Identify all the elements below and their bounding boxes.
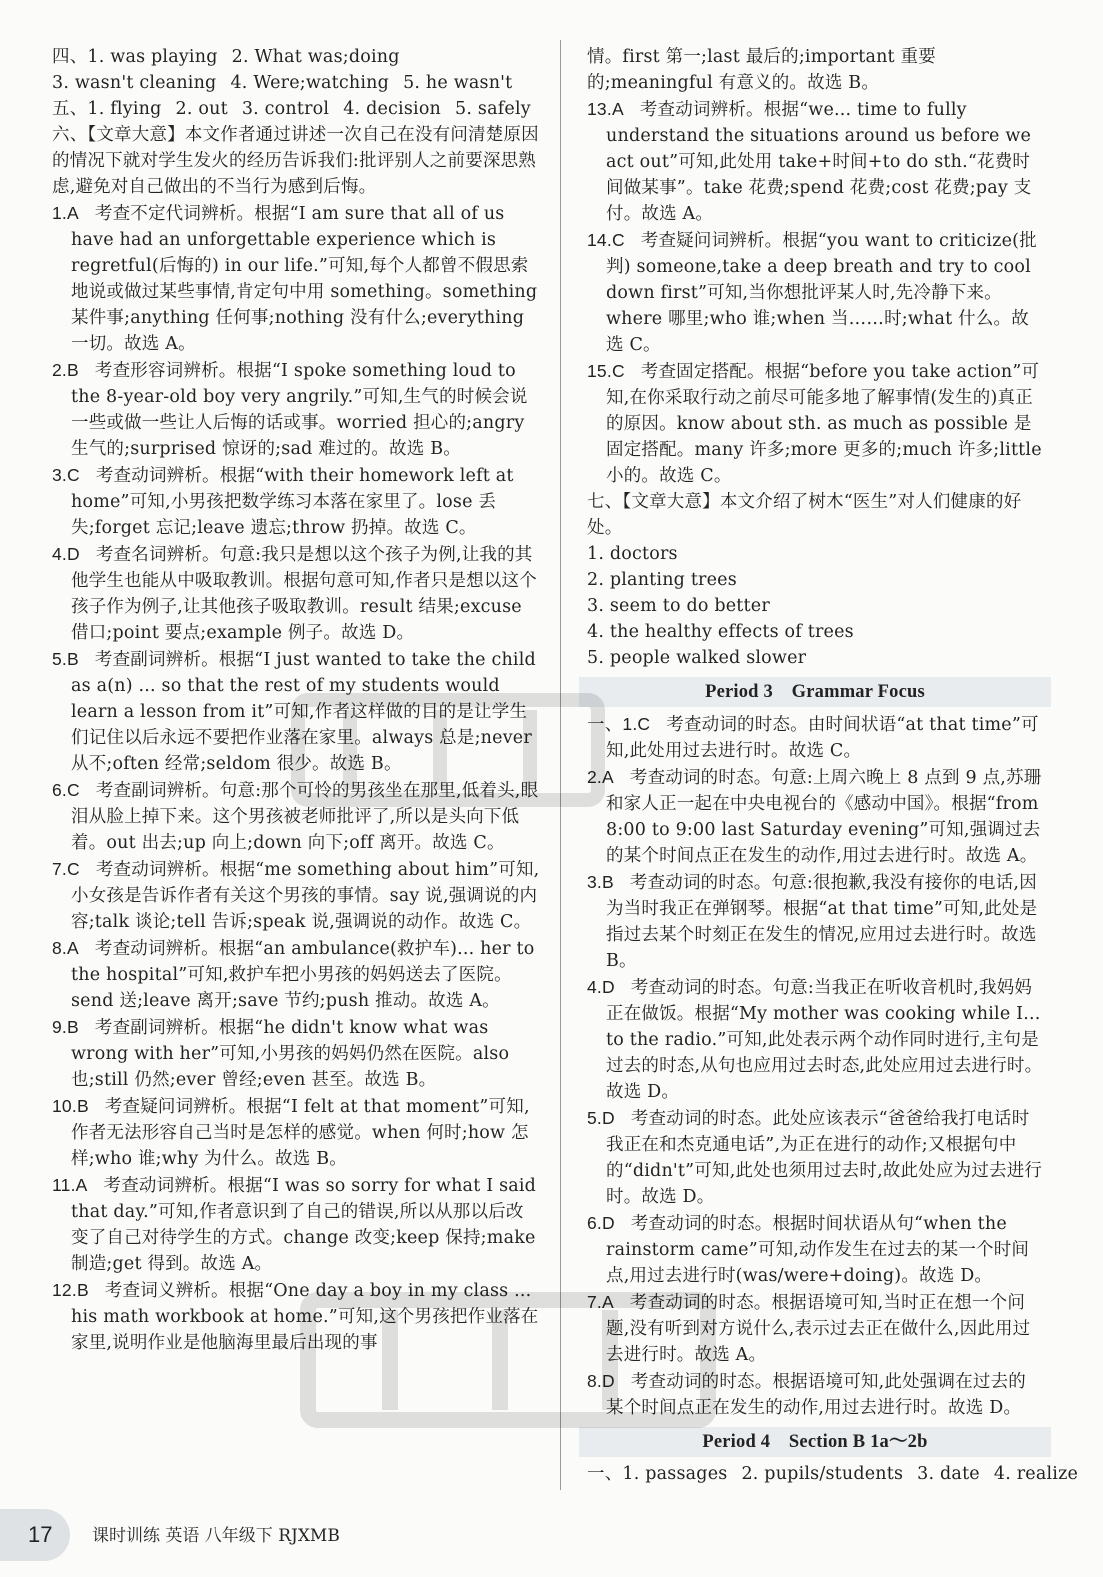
period-heading: Period 3 Grammar Focus bbox=[579, 677, 1051, 707]
question-explanation bbox=[587, 1105, 1043, 1210]
answer-letter: D bbox=[602, 1371, 615, 1391]
question-number: 4. bbox=[587, 977, 602, 997]
question-explanation bbox=[587, 764, 1043, 869]
explanation-text: 考查动词的时态。句意:很抱歉,我没有接你的电话,因为当时我正在弹钢琴。根据“at that time”可知,此处是指过去某个时刻正在发生的情况,应用过去进行时。故选 B。 bbox=[606, 873, 1038, 971]
answer-letter: D bbox=[602, 977, 615, 997]
answer-part: 4. realize bbox=[993, 1464, 1079, 1484]
answer-letter: B bbox=[67, 1017, 79, 1037]
question-number: 11. bbox=[52, 1175, 76, 1195]
question-number: 10. bbox=[52, 1096, 77, 1116]
text-paragraph: 4. the healthy effects of trees bbox=[587, 622, 854, 642]
explanation-text: 考查动词辨析。根据“I was so sorry for what I said that day.”可知,作者意识到了自己的错误,所以从那以后改变了自己对待学生的方式。change 改变;keep 保持;make 制造;get 得到。故选 A。 bbox=[71, 1176, 537, 1274]
question-explanation bbox=[52, 646, 540, 777]
question-explanation bbox=[587, 869, 1043, 974]
answer-letter: A bbox=[67, 938, 79, 958]
question-number: 4. bbox=[52, 544, 67, 564]
question-number: 6. bbox=[52, 780, 67, 800]
answer-part: 一、1. passages bbox=[587, 1464, 728, 1484]
answer-letter: C bbox=[611, 230, 625, 250]
explanation-text: 考查固定搭配。根据“before you take action”可知,在你采取行动之前尽可能多地了解事情(发生的)真正的原因。know about sth. as much as possible 是固定搭配。many 许多;more 更多的;much 许多;little 小的。故选 C。 bbox=[606, 362, 1042, 486]
answer-part: 5. safely bbox=[455, 99, 531, 119]
answer-part: 5. he wasn't bbox=[403, 73, 513, 93]
question-number: 14. bbox=[587, 230, 612, 250]
answer-part: 四、1. was playing bbox=[52, 47, 218, 67]
explanation-text: 考查动词的时态。句意:当我正在听收音机时,我妈妈正在做饭。根据“My mother was cooking while I... to the radio.”可知,此处表示两个动作同时进行,主句是过去的时态,从句也应用过去时态,此处应用过去进行时。故选 D。 bbox=[606, 978, 1043, 1102]
answer-letter: A bbox=[611, 99, 624, 119]
answer-letter: D bbox=[602, 1108, 615, 1128]
question-explanation bbox=[52, 856, 540, 935]
question-number: 13. bbox=[587, 99, 612, 119]
explanation-text: 考查副词辨析。根据“he didn't know what was wrong with her”可知,小男孩的妈妈仍然在医院。also 也;still 仍然;ever 曾经;even 甚至。故选 B。 bbox=[71, 1018, 510, 1090]
question-explanation bbox=[52, 1014, 540, 1093]
question-explanation bbox=[587, 358, 1043, 489]
answer-row bbox=[52, 44, 540, 70]
answer-part: 2. What was;doing bbox=[231, 47, 400, 67]
column-divider bbox=[560, 40, 561, 1490]
answer-letter: B bbox=[67, 649, 79, 669]
explanation-text: 考查动词的时态。由时间状语“at that time”可知,此处用过去进行时。故选 C。 bbox=[606, 715, 1039, 761]
explanation-text: 考查动词辨析。根据“we... time to fully understand the situations around us before we act out”可知,此处用 take+时间+to do sth.“花费时间做某事”。take 花费;spend 花费;cost 花费;pay 支付。故选 A。 bbox=[606, 100, 1032, 224]
question-explanation bbox=[52, 200, 540, 357]
page-number: 17 bbox=[0, 1509, 70, 1561]
answer-part: 3. wasn't cleaning bbox=[52, 73, 217, 93]
explanation-text: 考查动词辨析。根据“me something about him”可知,小女孩是告诉作者有关这个男孩的事情。say 说,强调说的内容;talk 谈论;tell 告诉;speak 说,强调说的动作。故选 C。 bbox=[71, 860, 540, 932]
question-number: 7. bbox=[52, 859, 67, 879]
question-number: 15. bbox=[587, 361, 612, 381]
answer-row bbox=[52, 70, 540, 96]
answer-letter: D bbox=[67, 544, 80, 564]
question-explanation bbox=[587, 227, 1043, 358]
question-number: 5. bbox=[52, 649, 67, 669]
explanation-text: 考查动词的时态。此处应该表示“爸爸给我打电话时我正在和杰克通电话”,为正在进行的动作;又根据句中的“didn't”可知,此处也须用过去时,故此处应为过去进行时。故选 D。 bbox=[606, 1109, 1043, 1207]
explanation-text: 考查词义辨析。根据“One day a boy in my class ... his math workbook at home.”可知,这个男孩把作业落在家里,说明作业是他脑海里最后出现的事 bbox=[71, 1281, 539, 1353]
right-column bbox=[587, 44, 1079, 1487]
question-number: 一、1. bbox=[587, 714, 638, 734]
question-number: 1. bbox=[52, 203, 67, 223]
question-explanation bbox=[587, 96, 1043, 227]
explanation-text: 考查名词辨析。句意:我只是想以这个孩子为例,让我的其他学生也能从中吸取教训。根据句意可知,作者只是想以这个孩子作为例子,让其他孩子吸取教训。result 结果;excuse 借口;point 要点;example 例子。故选 D。 bbox=[71, 545, 537, 643]
text-paragraph: 3. seem to do better bbox=[587, 596, 770, 616]
question-explanation bbox=[587, 974, 1043, 1105]
page-footer bbox=[0, 1509, 600, 1561]
question-number: 8. bbox=[52, 938, 67, 958]
answer-letter: A bbox=[75, 1175, 88, 1195]
question-number: 3. bbox=[52, 465, 67, 485]
answer-letter: D bbox=[602, 1213, 615, 1233]
question-explanation bbox=[52, 777, 540, 856]
question-explanation bbox=[587, 1368, 1043, 1421]
answer-part: 五、1. flying bbox=[52, 99, 162, 119]
explanation-text: 考查动词的时态。根据语境可知,此处强调在过去的某个时间点正在发生的动作,用过去进行时。故选 D。 bbox=[606, 1372, 1027, 1418]
explanation-text: 考查动词的时态。根据时间状语从句“when the rainstorm came”可知,动作发生在过去的某一个时间点,用过去进行时(was/were+doing)。故选 D。 bbox=[606, 1214, 1030, 1286]
explanation-text: 考查动词的时态。句意:上周六晚上 8 点到 9 点,苏珊和家人正一起在中央电视台的《感动中国》。根据“from 8:00 to 9:00 last Saturday evening”可知,强调过去的某个时间点正在发生的动作,用过去进行时。故选 A。 bbox=[606, 768, 1042, 866]
explanation-text: 考查副词辨析。根据“I just wanted to take the child as a(n) ... so that the rest of my students would learn a lesson from it”可知,作者这样做的目的是让学生们记住以后永远不要把作业落在家里。always 总是;never 从不;often 经常;seldom 很少。故选 B。 bbox=[71, 650, 536, 774]
question-explanation bbox=[587, 711, 1043, 764]
answer-part: 4. decision bbox=[343, 99, 442, 119]
question-number: 8. bbox=[587, 1371, 602, 1391]
answer-part: 2. pupils/students bbox=[741, 1464, 904, 1484]
explanation-text: 考查形容词辨析。根据“I spoke something loud to the 8-year-old boy very angrily.”可知,生气的时候会说一些或做一些让人后悔的话或事。worried 担心的;angry 生气的;surprised 惊讶的;sad 难过的。故选 B。 bbox=[71, 361, 528, 459]
question-explanation bbox=[52, 357, 540, 462]
question-explanation bbox=[52, 1172, 540, 1277]
answer-letter: B bbox=[67, 360, 79, 380]
answer-letter: C bbox=[637, 714, 651, 734]
answer-letter: A bbox=[602, 1292, 614, 1312]
answer-letter: C bbox=[67, 859, 80, 879]
question-number: 7. bbox=[587, 1292, 602, 1312]
explanation-text: 考查副词辨析。句意:那个可怜的男孩坐在那里,低着头,眼泪从脸上掉下来。这个男孩被老师批评了,所以是头向下低着。out 出去;up 向上;down 向下;off 离开。故选 C。 bbox=[71, 781, 539, 853]
question-number: 3. bbox=[587, 872, 602, 892]
question-number: 5. bbox=[587, 1108, 602, 1128]
text-paragraph: 1. doctors bbox=[587, 544, 678, 564]
question-explanation bbox=[52, 1277, 540, 1356]
explanation-text: 考查动词辨析。根据“an ambulance(救护车)... her to the hospital”可知,救护车把小男孩的妈妈送去了医院。send 送;leave 离开;save 节约;push 推动。故选 A。 bbox=[71, 939, 535, 1011]
question-number: 9. bbox=[52, 1017, 67, 1037]
answer-row bbox=[52, 96, 540, 122]
explanation-text: 考查疑问词辨析。根据“I felt at that moment”可知,作者无法形容自己当时是怎样的感觉。when 何时;how 怎样;who 谁;why 为什么。故选 B。 bbox=[71, 1097, 530, 1169]
text-paragraph: 情。first 第一;last 最后的;important 重要的;meaningful 有意义的。故选 B。 bbox=[587, 47, 936, 93]
question-explanation bbox=[587, 1210, 1043, 1289]
explanation-text: 考查动词辨析。根据“with their homework left at home”可知,小男孩把数学练习本落在家里了。lose 丢失;forget 忘记;leave 遗忘;throw 扔掉。故选 C。 bbox=[71, 466, 514, 538]
answer-letter: B bbox=[76, 1280, 89, 1300]
text-paragraph: 七、【文章大意】本文介绍了树木“医生”对人们健康的好处。 bbox=[587, 492, 1022, 538]
question-number: 12. bbox=[52, 1280, 77, 1300]
answer-letter: A bbox=[602, 767, 614, 787]
answer-letter: C bbox=[611, 361, 625, 381]
text-paragraph: 2. planting trees bbox=[587, 570, 737, 590]
question-explanation bbox=[52, 935, 540, 1014]
question-number: 2. bbox=[52, 360, 67, 380]
answer-letter: A bbox=[67, 203, 79, 223]
text-paragraph: 5. people walked slower bbox=[587, 648, 807, 668]
answer-part: 4. Were;watching bbox=[230, 73, 390, 93]
question-number: 2. bbox=[587, 767, 602, 787]
answer-letter: B bbox=[602, 872, 614, 892]
question-explanation bbox=[52, 541, 540, 646]
question-explanation bbox=[587, 1289, 1043, 1368]
answer-part: 3. control bbox=[241, 99, 330, 119]
question-explanation bbox=[52, 1093, 540, 1172]
explanation-text: 考查疑问词辨析。根据“you want to criticize(批判) someone,take a deep breath and try to cool down first”可知,当你想批评某人时,先冷静下来。where 哪里;who 谁;when 当……时;what 什么。故选 C。 bbox=[606, 231, 1037, 355]
explanation-text: 考查不定代词辨析。根据“I am sure that all of us have had an unforgettable experience which is regretful(后悔的) in our life.”可知,每个人都曾不假思索地说或做过某些事情,肯定句中用 something。something 某件事;anything 任何事;nothing 没有什么;everything 一切。故选 A。 bbox=[71, 204, 538, 354]
book-title: 课时训练 英语 八年级下 RJXMB bbox=[92, 1526, 340, 1546]
text-paragraph: 六、【文章大意】本文作者通过讲述一次自己在没有问清楚原因的情况下就对学生发火的经历告诉我们:批评别人之前要深思熟虑,避免对自己做出的不当行为感到后悔。 bbox=[52, 125, 539, 197]
question-explanation bbox=[52, 462, 540, 541]
explanation-text: 考查动词的时态。根据语境可知,当时正在想一个问题,没有听到对方说什么,表示过去正在做什么,因此用过去进行时。故选 A。 bbox=[606, 1293, 1031, 1365]
question-number: 6. bbox=[587, 1213, 602, 1233]
left-column bbox=[52, 44, 540, 1356]
answer-letter: C bbox=[67, 465, 80, 485]
answer-part: 2. out bbox=[175, 99, 228, 119]
answer-row bbox=[587, 1461, 1079, 1487]
period-heading: Period 4 Section B 1a～2b bbox=[579, 1427, 1051, 1457]
answer-letter: B bbox=[76, 1096, 89, 1116]
answer-letter: C bbox=[67, 780, 80, 800]
answer-part: 3. date bbox=[917, 1464, 980, 1484]
